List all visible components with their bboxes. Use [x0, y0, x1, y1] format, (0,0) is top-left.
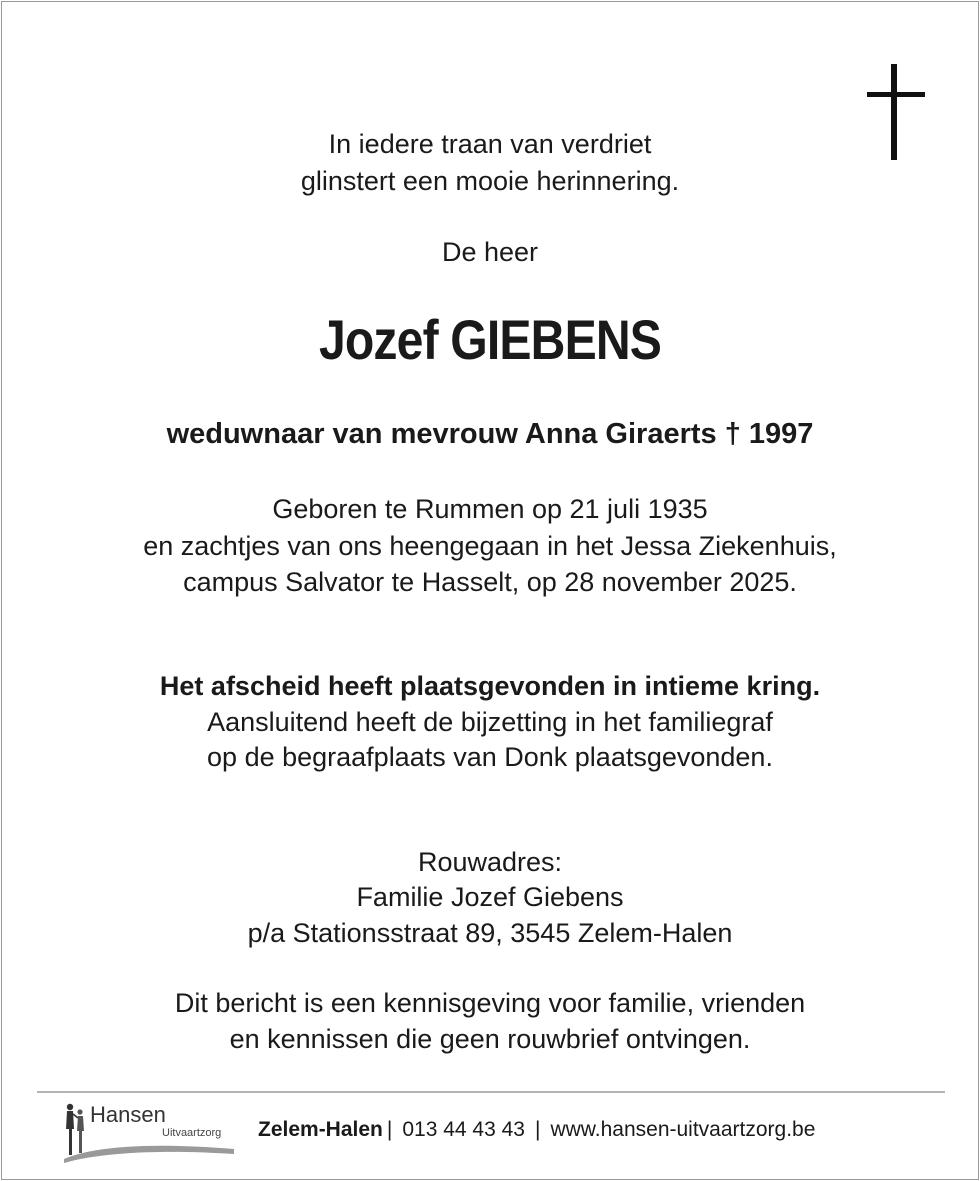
footer-location: Zelem-Halen [258, 1118, 383, 1141]
notice-line-1: Dit bericht is een kennisgeving voor familie, vrienden [174, 988, 806, 1018]
spouse-line: weduwnaar van mevrouw Anna Giraerts † 1997 [166, 418, 814, 450]
birth-line: Geboren te Rummen op 21 juli 1935 [272, 494, 708, 524]
footer-website-link[interactable]: www.hansen-uitvaartzorg.be [550, 1118, 816, 1141]
funeral-home-logo [58, 1099, 238, 1163]
footer-phone[interactable]: 013 44 43 43 [402, 1118, 525, 1141]
logo-subtitle: Uitvaartzorg [162, 1127, 222, 1139]
obituary-card [1, 1, 979, 1180]
footer-separator-2: | [534, 1118, 541, 1141]
salutation: De heer [441, 237, 539, 267]
footer-separator-1: | [386, 1118, 393, 1141]
quote-line-1: In iedere traan van verdriet [328, 129, 652, 159]
notice-line-2: en kennissen die geen rouwbrief ontvingen. [229, 1024, 751, 1054]
address-label: Rouwadres: [417, 847, 563, 877]
logo-title: Hansen [90, 1102, 166, 1127]
farewell-line-2: Aansluitend heeft de bijzetting in het familiegraf [207, 707, 773, 737]
address-family: Familie Jozef Giebens [356, 882, 624, 912]
contact-footer [258, 1116, 815, 1144]
death-line-2: campus Salvator te Hasselt, op 28 november 2025. [183, 567, 797, 597]
death-line-1: en zachtjes van ons heengegaan in het Jessa Ziekenhuis, [143, 531, 837, 561]
farewell-headline: Het afscheid heeft plaatsgevonden in intieme kring. [159, 671, 821, 701]
address-street: p/a Stationsstraat 89, 3545 Zelem-Halen [247, 918, 733, 948]
quote-line-2: glinstert een mooie herinnering. [300, 166, 680, 196]
deceased-name: Jozef GIEBENS [318, 308, 662, 371]
farewell-line-3: op de begraafplaats van Donk plaatsgevonden. [207, 742, 773, 772]
footer-divider [37, 1091, 945, 1093]
